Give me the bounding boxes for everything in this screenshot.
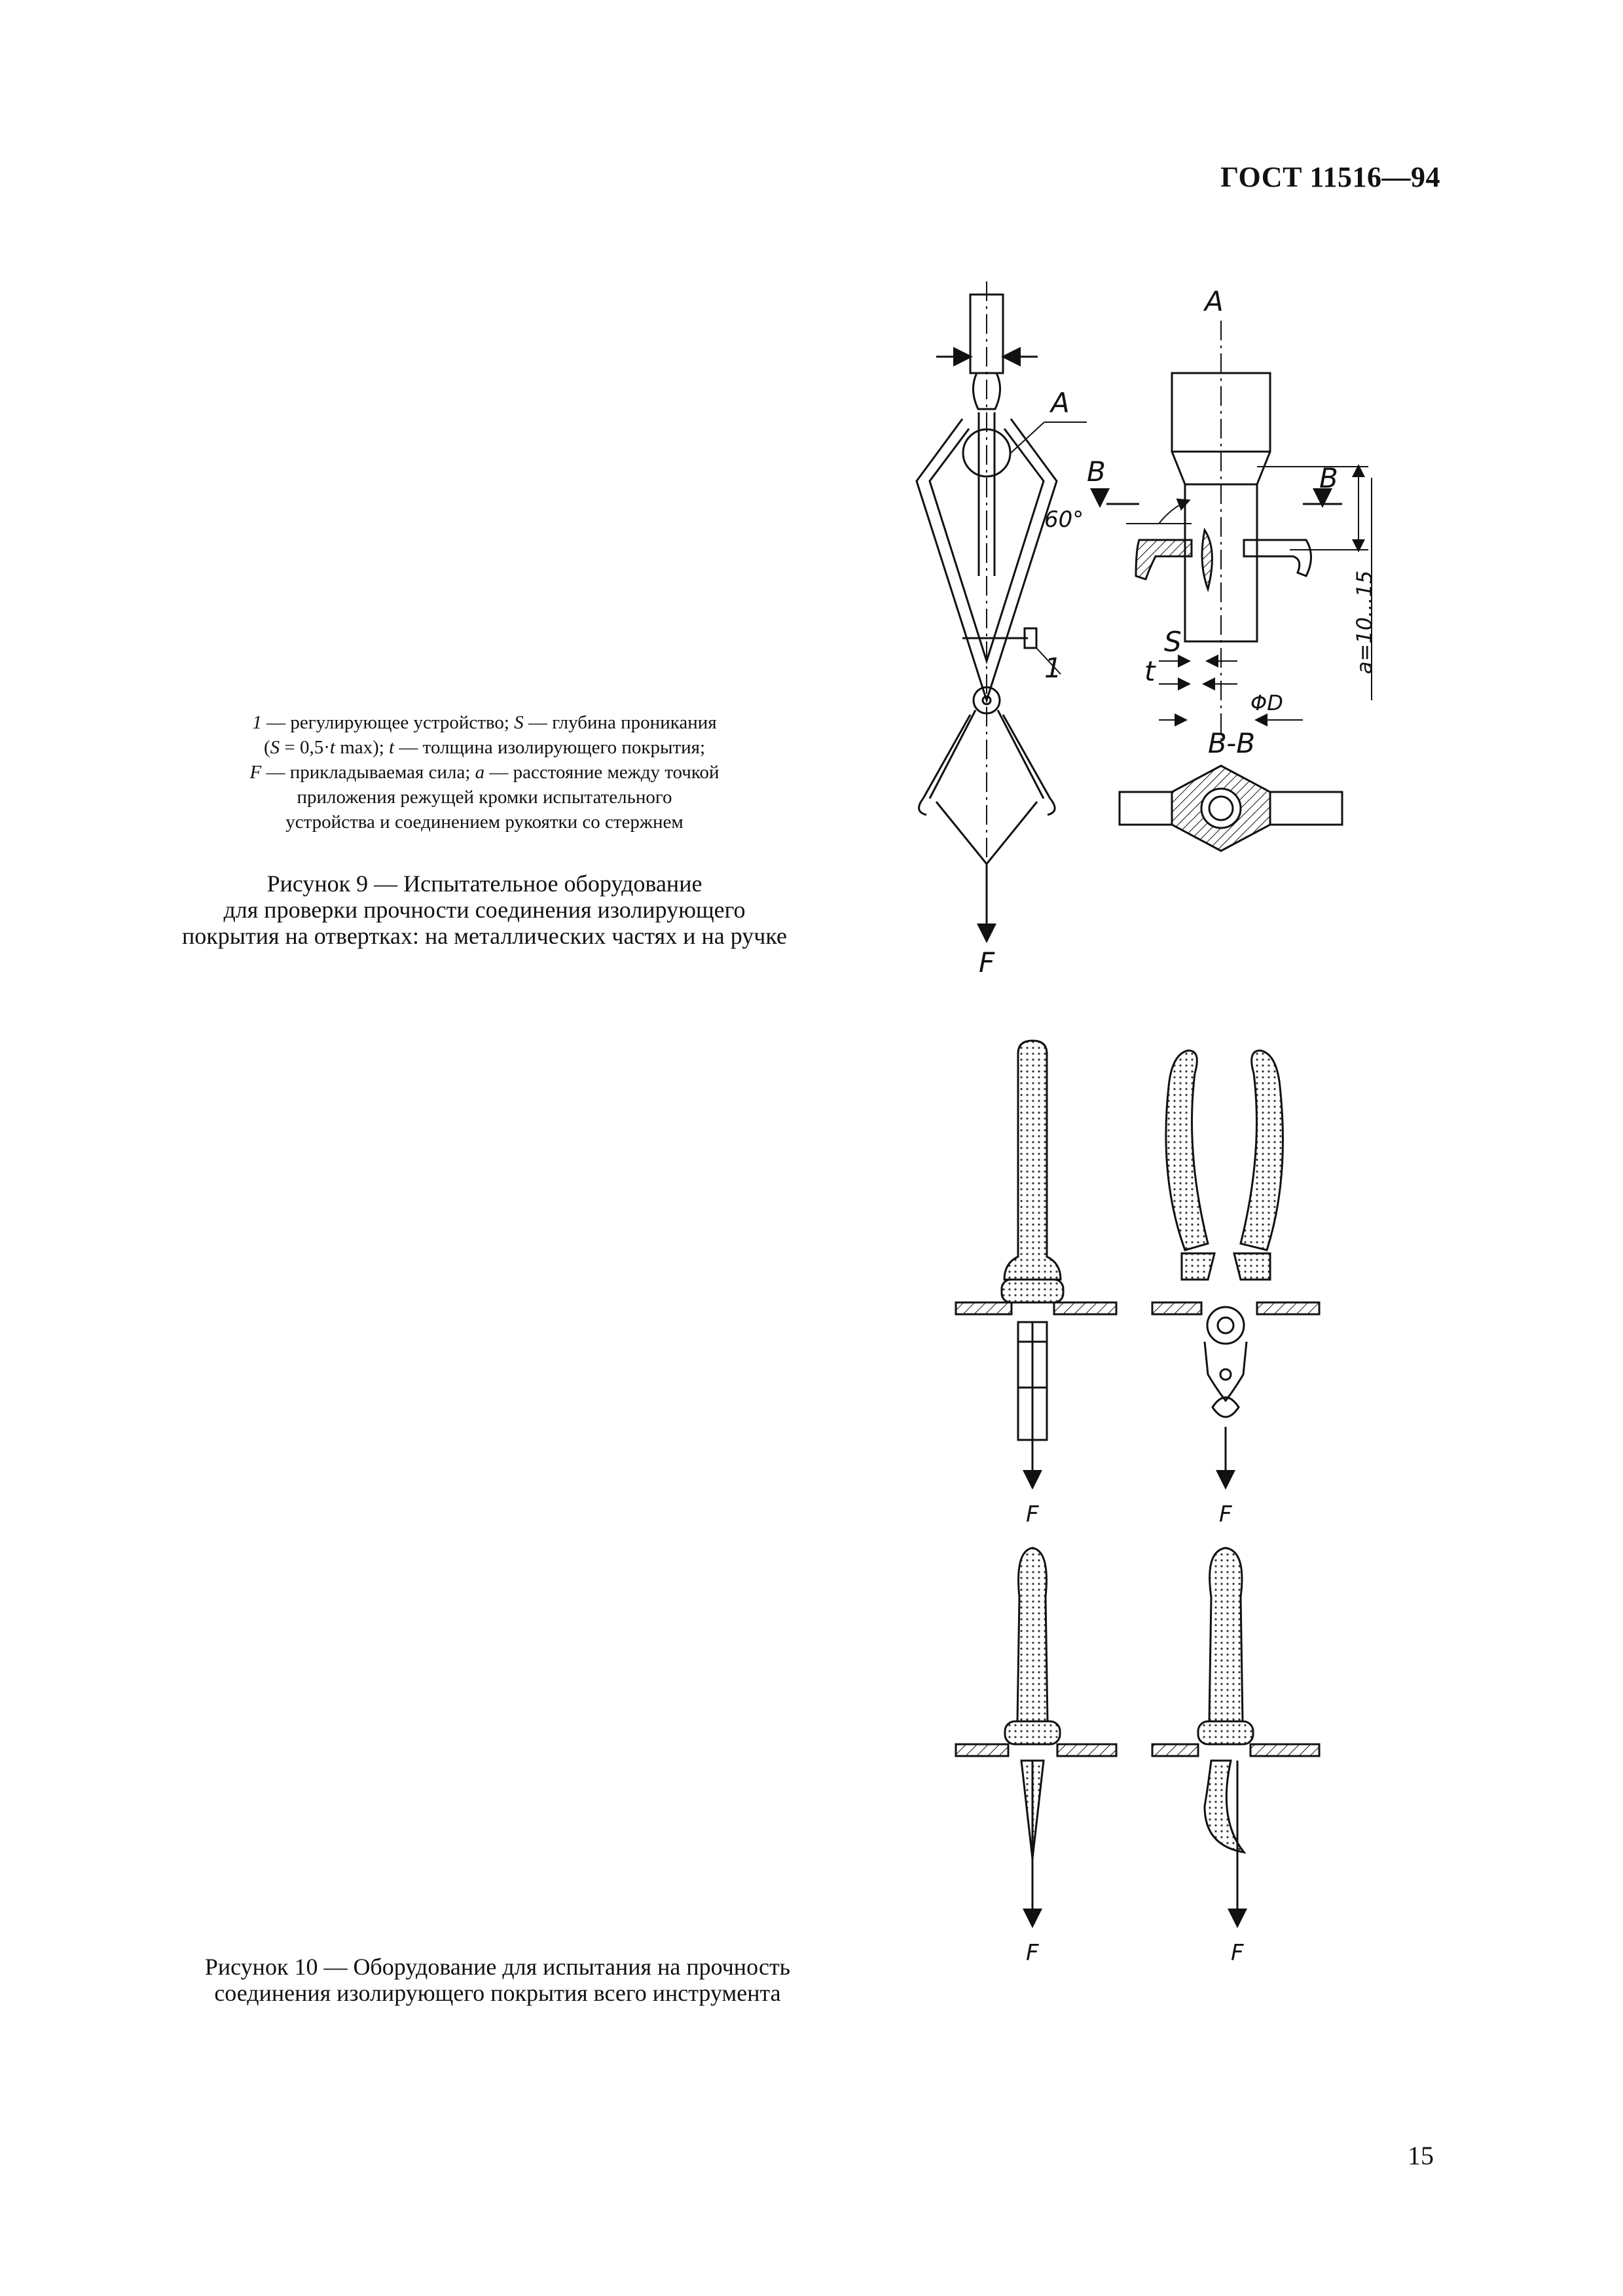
label-diameter: ΦD [1250, 691, 1283, 715]
figure10-caption-line1: Рисунок 10 — Оборудование для испытания на прочность [204, 1954, 791, 1980]
label-detail-a-title: A [1205, 285, 1224, 317]
label-dim-a: a=10...15 [1352, 570, 1377, 674]
figure9-legend [157, 710, 812, 834]
legend-symbol-s: S [514, 712, 524, 733]
screwdriver-handle [1004, 1041, 1061, 1280]
figure9-caption-line1: Рисунок 9 — Испытательное оборудование [266, 870, 702, 897]
figure9-caption-line2: для проверки прочности соединения изолирующего [223, 897, 746, 923]
label-section-b-right: B [1319, 462, 1338, 494]
label-section-b-left: B [1087, 456, 1106, 488]
force-label-1: F [1026, 1501, 1039, 1528]
pliers-handle-right [1241, 1050, 1283, 1250]
page-number: 15 [1408, 2141, 1434, 2170]
legend-force-text: — прикладываемая сила; [261, 762, 475, 783]
legend-formula-max: max); [335, 737, 390, 758]
legend-symbol-a: a [475, 762, 485, 783]
legend-formula-t: t [329, 737, 335, 758]
legend-symbol-f: F [249, 762, 262, 783]
label-angle: 60° [1044, 507, 1084, 533]
legend-distance-text: — расстояние между точкой [484, 762, 720, 783]
force-label-4: F [1231, 1940, 1244, 1966]
legend-formula-mid: = 0,5· [280, 737, 330, 758]
force-label-2: F [1219, 1501, 1232, 1528]
awl-handle [1017, 1548, 1048, 1721]
pliers-handle-left [1166, 1050, 1208, 1250]
figure10-caption-line2: соединения изолирующего покрытия всего инструмента [214, 1980, 781, 2006]
label-item-1: 1 [1044, 652, 1062, 684]
legend-item-1-text: — регулирующее устройство; [261, 712, 515, 733]
document-header: ГОСТ 11516—94 [1220, 161, 1440, 193]
label-depth-s: S [1164, 626, 1182, 658]
legend-formula-s: S [270, 737, 280, 758]
legend-thickness-text: — толщина изолирующего покрытия; [394, 737, 706, 758]
legend-paren: ( [263, 737, 270, 758]
label-force-f: F [979, 946, 995, 975]
legend-item-1-number: 1 [252, 712, 262, 733]
figure9-caption-line3: покрытия на отвертках: на металлических частях и на ручке [182, 923, 787, 949]
force-label-3: F [1026, 1940, 1039, 1966]
legend-line-5: устройства и соединением рукоятки со стержнем [285, 812, 684, 833]
label-detail-a-small: A [1051, 387, 1070, 419]
figure10-drawing [943, 1034, 1388, 2016]
figure9-drawing [897, 281, 1434, 975]
knife-handle [1209, 1548, 1243, 1721]
figure9-caption [157, 870, 812, 949]
figure10-caption [118, 1954, 877, 2006]
label-thickness-t: t [1144, 655, 1156, 687]
label-section-title: B-B [1208, 727, 1256, 759]
legend-depth-text: — глубина проникания [523, 712, 717, 733]
legend-symbol-t: t [389, 737, 395, 758]
legend-line-4: приложения режущей кромки испытательного [297, 787, 672, 808]
